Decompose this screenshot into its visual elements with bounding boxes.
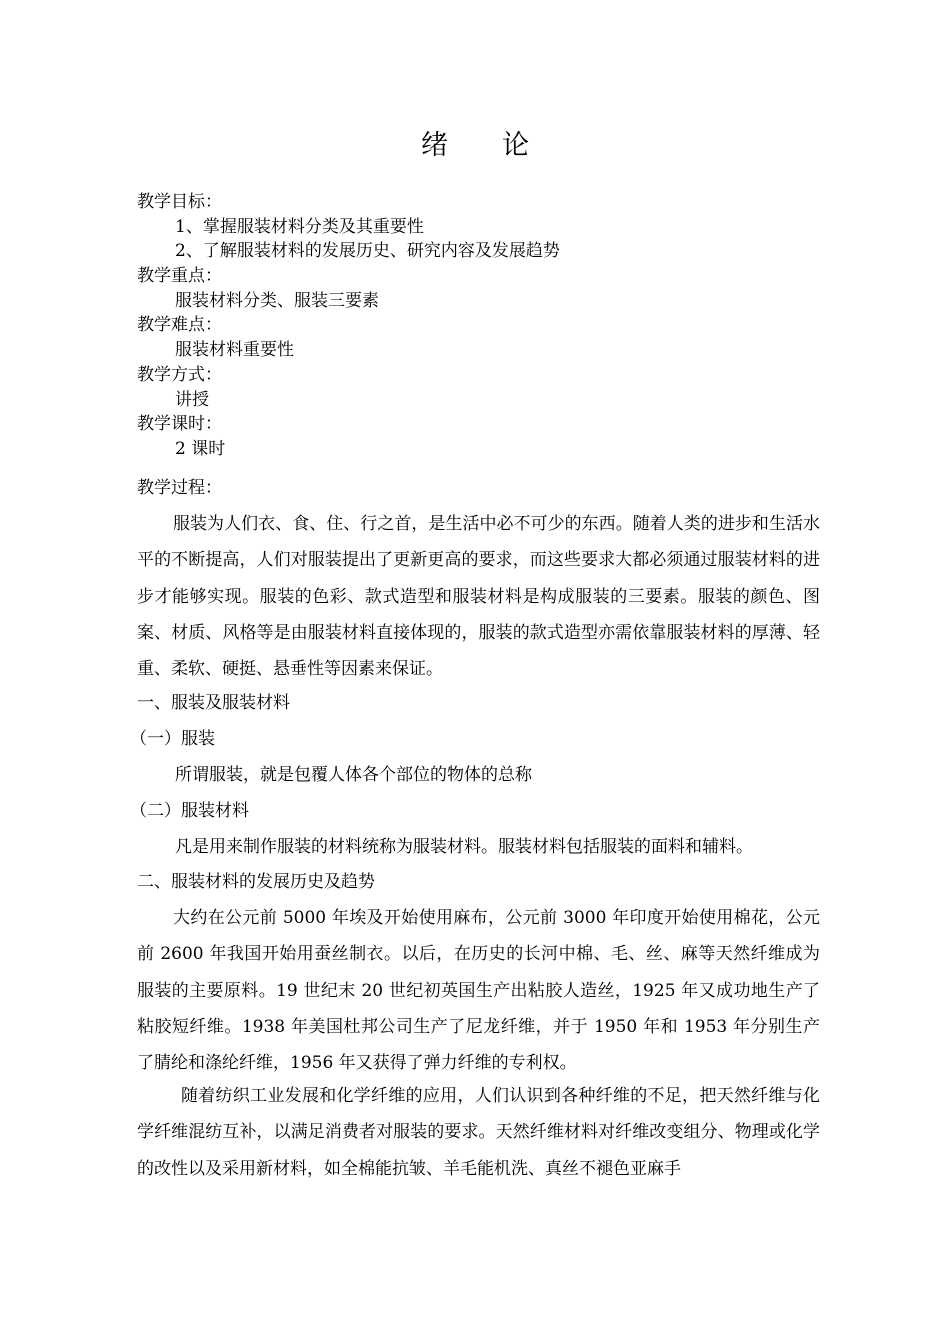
key-points-text: 服装材料分类、服装三要素 [175, 291, 379, 311]
process-intro-paragraph: 服装为人们衣、食、住、行之首，是生活中必不可少的东西。随着人类的进步和生活水平的不断提高，人们对服装提出了更新更高的要求，而这些要求大都必须通过服装材料的进步才能够实现。服装的色彩、款式造型和服装材料是构成服装的三要素。服装的颜色、图案、材质、风格等是由服装材料直接体现的，服装的款式造型亦需依靠服装材料的厚薄、轻重、柔软、硬挺、悬垂性等因素来保证。 [137, 514, 820, 680]
key-points-heading: 教学重点： [137, 266, 222, 286]
process-heading: 教学过程： [137, 478, 222, 498]
objective-item-1: 1、掌握服装材料分类及其重要性 [175, 217, 424, 237]
section1-heading: 一、服装及服装材料 [137, 693, 290, 713]
section1-sub1-text: 所谓服装，就是包覆人体各个部位的物体的总称 [175, 765, 532, 785]
method-text: 讲授 [175, 390, 209, 410]
section2-heading: 二、服装材料的发展历史及趋势 [137, 872, 375, 892]
section1-sub1-heading: （一）服装 [130, 729, 215, 749]
method-heading: 教学方式： [137, 365, 222, 385]
section1-sub2-text: 凡是用来制作服装的材料统称为服装材料。服装材料包括服装的面料和辅料。 [175, 837, 753, 857]
section1-sub2-heading: （二）服装材料 [130, 801, 249, 821]
hours-text: 2 课时 [175, 439, 226, 459]
hours-heading: 教学课时： [137, 414, 222, 434]
objectives-heading: 教学目标： [137, 192, 222, 212]
objective-item-2: 2、了解服装材料的发展历史、研究内容及发展趋势 [175, 241, 560, 261]
section2-paragraph-1: 大约在公元前 5000 年埃及开始使用麻布，公元前 3000 年印度开始使用棉花，公元前 2600 年我国开始用蚕丝制衣。以后，在历史的长河中棉、毛、丝、麻等天然纤维成为服装的主要原料。19 世纪末 20 世纪初英国生产出粘胶人造丝，1925 年又成功地生产了粘胶短纤维。1938 年美国杜邦公司生产了尼龙纤维，并于 1950 年和 1953 年分别生产了腈纶和涤纶纤维，1956 年又获得了弹力纤维的专利权。 [137, 908, 820, 1074]
difficulties-heading: 教学难点： [137, 315, 222, 335]
page-title: 绪论 [421, 130, 583, 161]
section2-paragraph-2: 随着纺织工业发展和化学纤维的应用，人们认识到各种纤维的不足，把天然纤维与化学纤维混纺互补，以满足消费者对服装的要求。天然纤维材料对纤维改变组分、物理或化学的改性以及采用新材料，如全棉能抗皱、羊毛能机洗、真丝不褪色亚麻手 [137, 1086, 820, 1179]
difficulties-text: 服装材料重要性 [175, 340, 294, 360]
